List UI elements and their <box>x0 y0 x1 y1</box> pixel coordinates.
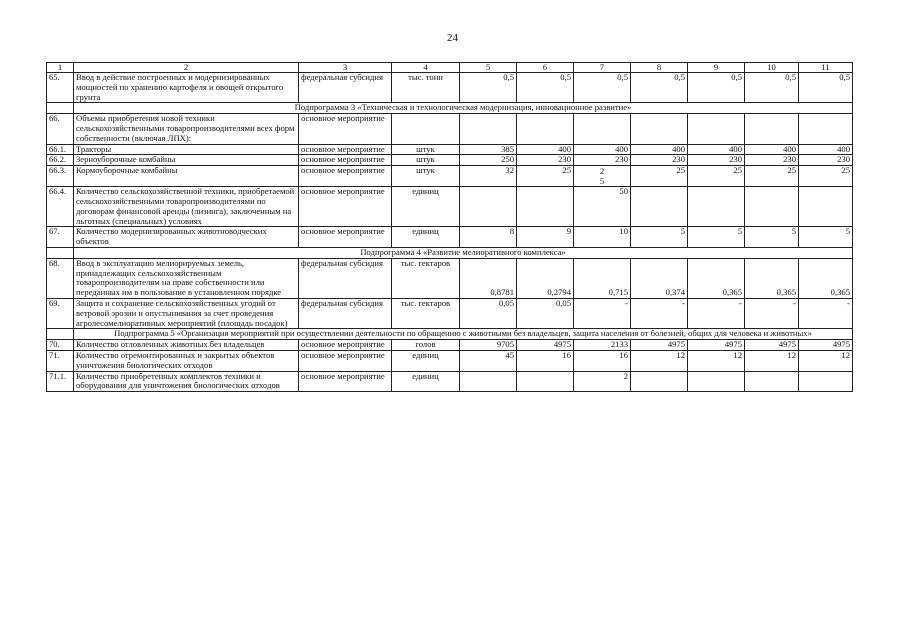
value-cell <box>517 114 574 144</box>
row-number: 69. <box>47 298 74 328</box>
value-cell: 385 <box>460 144 517 155</box>
indicator-name: Кормоуборочные комбайны <box>74 166 299 187</box>
indicator-name: Защита и сохранение сельскохозяйственных угодий от ветровой эрозии и опустынивания за счет проведения агролесомелиоративных мероприятий (площадь посадок) <box>74 298 299 328</box>
section-title: Подпрограмма 4 «Развитие мелиоративного комплекса» <box>74 247 853 258</box>
value-cell: 25 <box>517 166 574 187</box>
unit-of-measure: единиц <box>392 227 460 248</box>
value-cell: 16 <box>517 350 574 371</box>
row-number: 66.2. <box>47 155 74 166</box>
section-num-cell <box>47 247 74 258</box>
unit-of-measure <box>392 114 460 144</box>
indicator-name: Количество модернизированных животноводческих объектов <box>74 227 299 248</box>
value-cell: 0,374 <box>631 258 688 298</box>
value-cell <box>799 371 853 392</box>
value-cell: 230 <box>745 155 799 166</box>
section-row <box>47 103 853 114</box>
indicator-name: Тракторы <box>74 144 299 155</box>
indicator-name: Объемы приобретения новой техники сельскохозяйственными товаропроизводителями всех форм собственности (включая ЛПХ): <box>74 114 299 144</box>
value-cell: 12 <box>799 350 853 371</box>
value-cell: 25 <box>688 166 745 187</box>
indicator-name: Ввод в эксплуатацию мелиорируемых земель, принадлежащих сельскохозяйственным товаропроизводителям на праве собственности или переданных им в пользование в установленном порядке <box>74 258 299 298</box>
funding-source: основное мероприятие <box>299 350 392 371</box>
value-cell: 250 <box>460 155 517 166</box>
value-cell: 8 <box>460 227 517 248</box>
table-row <box>47 166 853 187</box>
header-cell-6: 6 <box>517 63 574 73</box>
value-cell: 0,5 <box>631 73 688 103</box>
value-cell: 4975 <box>517 340 574 351</box>
value-cell: 10 <box>574 227 631 248</box>
row-number: 71. <box>47 350 74 371</box>
value-cell: - <box>745 298 799 328</box>
header-cell-2: 2 <box>74 63 299 73</box>
value-cell: - <box>799 298 853 328</box>
value-cell: 0,05 <box>517 298 574 328</box>
value-cell: 400 <box>631 144 688 155</box>
unit-of-measure: тыс. тонн <box>392 73 460 103</box>
value-cell: 0,365 <box>745 258 799 298</box>
table-row <box>47 227 853 248</box>
value-cell: 12 <box>745 350 799 371</box>
funding-source: основное мероприятие <box>299 114 392 144</box>
value-cell <box>745 371 799 392</box>
value-cell: 25 <box>799 166 853 187</box>
value-cell: 400 <box>745 144 799 155</box>
header-cell-10: 10 <box>745 63 799 73</box>
value-cell <box>631 114 688 144</box>
value-cell: 400 <box>799 144 853 155</box>
value-cell <box>745 187 799 227</box>
funding-source: федеральная субсидия <box>299 258 392 298</box>
value-cell: 5 <box>745 227 799 248</box>
section-row <box>47 247 853 258</box>
value-cell <box>688 371 745 392</box>
table-row <box>47 298 853 328</box>
table-row <box>47 114 853 144</box>
value-cell: 230 <box>517 155 574 166</box>
value-cell: 0,5 <box>517 73 574 103</box>
row-number: 66. <box>47 114 74 144</box>
value-cell: 0,365 <box>688 258 745 298</box>
value-cell: 400 <box>688 144 745 155</box>
unit-of-measure: штук <box>392 155 460 166</box>
table-row <box>47 350 853 371</box>
indicators-table <box>46 62 853 392</box>
value-cell: 9 <box>517 227 574 248</box>
page-number: 24 <box>447 32 458 44</box>
row-number: 66.4. <box>47 187 74 227</box>
value-cell <box>574 114 631 144</box>
unit-of-measure: штук <box>392 144 460 155</box>
value-cell <box>799 187 853 227</box>
funding-source: основное мероприятие <box>299 144 392 155</box>
unit-of-measure: единиц <box>392 371 460 392</box>
value-cell: 25 <box>631 166 688 187</box>
value-cell <box>799 114 853 144</box>
value-cell <box>631 371 688 392</box>
value-cell: 2133 <box>574 340 631 351</box>
value-cell: 5 <box>799 227 853 248</box>
table-row <box>47 155 853 166</box>
unit-of-measure: голов <box>392 340 460 351</box>
value-cell <box>460 187 517 227</box>
section-title: Подпрограмма 5 «Организация мероприятий при осуществлении деятельности по обращению с животными без владельцев, защита населения от болезней, общих для человека и животных» <box>74 329 853 340</box>
value-cell <box>631 187 688 227</box>
funding-source: основное мероприятие <box>299 155 392 166</box>
value-cell: 0,5 <box>688 73 745 103</box>
header-cell-8: 8 <box>631 63 688 73</box>
value-cell <box>460 371 517 392</box>
value-cell: 45 <box>460 350 517 371</box>
indicator-name: Ввод в действие построенных и модернизированных мощностей по хранению картофеля и овощей открытого грунта <box>74 73 299 103</box>
value-cell <box>460 114 517 144</box>
value-cell: 0,715 <box>574 258 631 298</box>
value-cell: 5 <box>688 227 745 248</box>
value-cell: 25 <box>745 166 799 187</box>
value-cell: 0,5 <box>574 73 631 103</box>
row-number: 67. <box>47 227 74 248</box>
row-number: 71.1. <box>47 371 74 392</box>
row-number: 66.1. <box>47 144 74 155</box>
value-cell: - <box>574 298 631 328</box>
funding-source: основное мероприятие <box>299 340 392 351</box>
value-cell: 4975 <box>799 340 853 351</box>
value-cell: 12 <box>631 350 688 371</box>
value-cell: 0,5 <box>745 73 799 103</box>
unit-of-measure: единиц <box>392 350 460 371</box>
value-cell: 230 <box>574 155 631 166</box>
header-cell-4: 4 <box>392 63 460 73</box>
section-num-cell <box>47 103 74 114</box>
section-title: Подпрограмма 3 «Техническая и технологическая модернизация, инновационное развитие» <box>74 103 853 114</box>
value-cell <box>517 371 574 392</box>
value-cell: 32 <box>460 166 517 187</box>
value-cell: 9705 <box>460 340 517 351</box>
value-cell: 400 <box>574 144 631 155</box>
indicator-name: Количество приобретенных комплектов техники и оборудования для уничтожения биологических отходов <box>74 371 299 392</box>
indicator-name: Количество отловленных животных без владельцев <box>74 340 299 351</box>
indicator-name: Количество сельскохозяйственной техники, приобретаемой сельскохозяйственными товаропроизводителями по договорам финансовой аренды (лизинга), заключенным на льготных (специальных) условиях <box>74 187 299 227</box>
value-cell: - <box>688 298 745 328</box>
value-cell: 0,8781 <box>460 258 517 298</box>
unit-of-measure: тыс. гектаров <box>392 258 460 298</box>
header-cell-7: 7 <box>574 63 631 73</box>
value-cell: 4975 <box>745 340 799 351</box>
indicator-name: Количество отремонтированных и закрытых объектов уничтожения биологических отходов <box>74 350 299 371</box>
value-cell: 16 <box>574 350 631 371</box>
value-cell <box>745 114 799 144</box>
funding-source: основное мероприятие <box>299 166 392 187</box>
value-cell: 230 <box>688 155 745 166</box>
table-row <box>47 340 853 351</box>
funding-source: основное мероприятие <box>299 227 392 248</box>
row-number: 70. <box>47 340 74 351</box>
funding-source: федеральная субсидия <box>299 298 392 328</box>
unit-of-measure: тыс. гектаров <box>392 298 460 328</box>
value-cell: 230 <box>631 155 688 166</box>
value-cell: 0,365 <box>799 258 853 298</box>
value-cell: 2 5 <box>574 166 631 187</box>
indicator-name: Зерноуборочные комбайны <box>74 155 299 166</box>
value-cell: 5 <box>631 227 688 248</box>
value-cell: 12 <box>688 350 745 371</box>
value-cell: - <box>631 298 688 328</box>
value-cell: 400 <box>517 144 574 155</box>
value-cell: 230 <box>799 155 853 166</box>
row-number: 68. <box>47 258 74 298</box>
funding-source: основное мероприятие <box>299 187 392 227</box>
funding-source: федеральная субсидия <box>299 73 392 103</box>
unit-of-measure: единиц <box>392 187 460 227</box>
row-number: 66.3. <box>47 166 74 187</box>
funding-source: основное мероприятие <box>299 371 392 392</box>
value-cell: 0,5 <box>460 73 517 103</box>
header-cell-5: 5 <box>460 63 517 73</box>
table-row <box>47 371 853 392</box>
row-number: 65. <box>47 73 74 103</box>
value-cell: 0,05 <box>460 298 517 328</box>
value-cell: 0,2794 <box>517 258 574 298</box>
table-row <box>47 187 853 227</box>
table-row <box>47 73 853 103</box>
header-row <box>47 63 853 73</box>
value-cell <box>688 114 745 144</box>
section-row <box>47 329 853 340</box>
header-cell-1: 1 <box>47 63 74 73</box>
section-num-cell <box>47 329 74 340</box>
value-cell <box>517 187 574 227</box>
header-cell-11: 11 <box>799 63 853 73</box>
unit-of-measure: штук <box>392 166 460 187</box>
table-row <box>47 258 853 298</box>
header-cell-3: 3 <box>299 63 392 73</box>
value-cell: 0,5 <box>799 73 853 103</box>
value-cell: 50 <box>574 187 631 227</box>
value-cell: 4975 <box>688 340 745 351</box>
value-cell: 2 <box>574 371 631 392</box>
value-cell <box>688 187 745 227</box>
table-row <box>47 144 853 155</box>
header-cell-9: 9 <box>688 63 745 73</box>
value-cell: 4975 <box>631 340 688 351</box>
